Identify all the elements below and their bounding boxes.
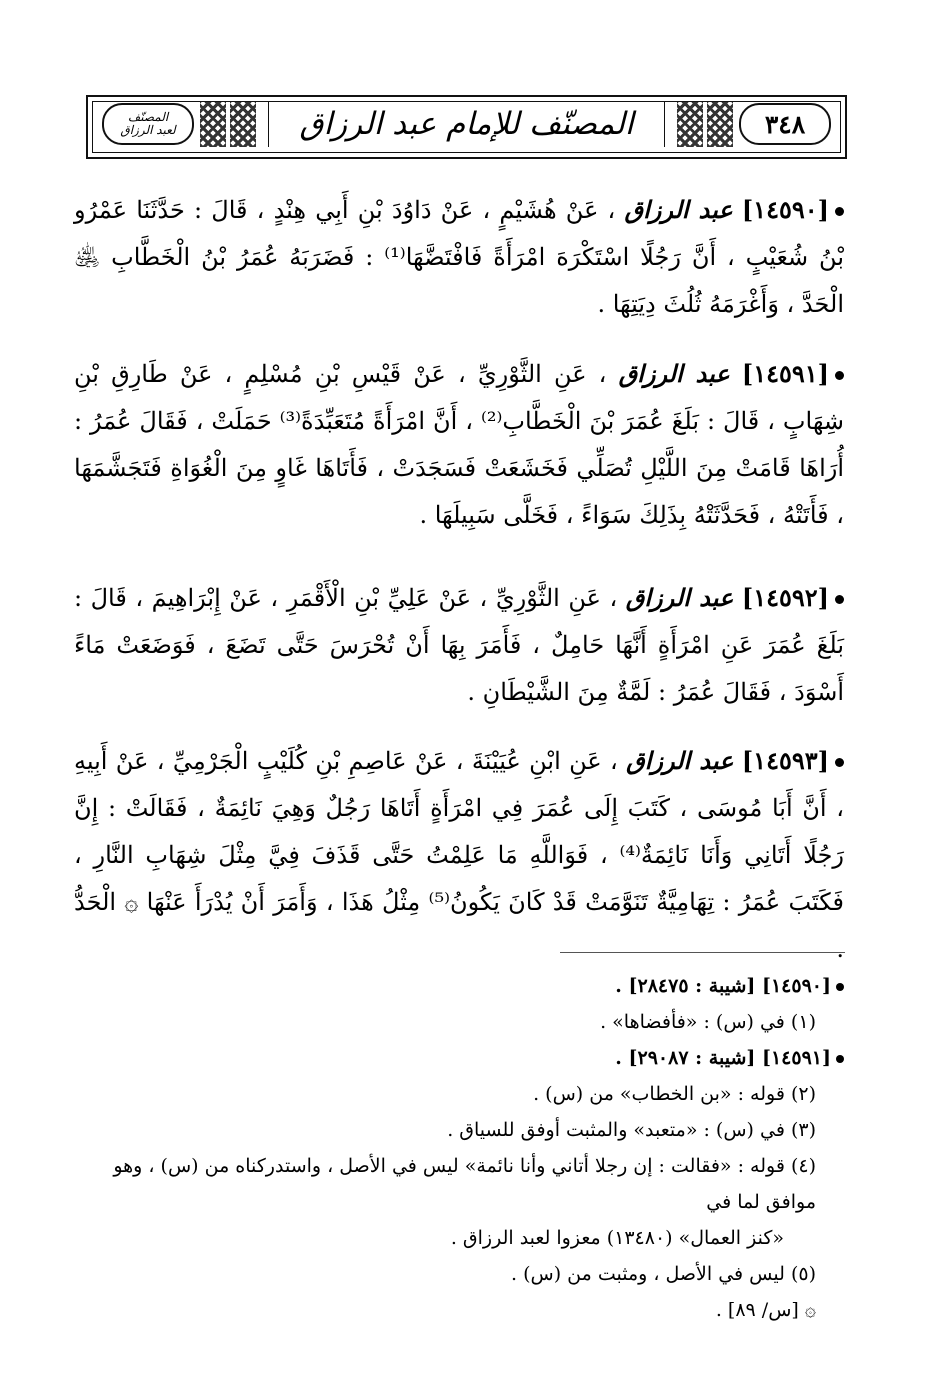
- footnote-text: (٥) ليس في الأصل ، ومثبت من (س) .: [511, 1263, 816, 1285]
- footnote-text: «كنز العمال» (١٣٤٨٠) معزوا لعبد الرزاق .: [450, 1227, 784, 1249]
- hadith-text: ، عَنِ ابْنِ عُيَيْنَةَ ، عَنْ عَاصِمِ بْنِ كُلَيْبٍ الْجَرْمِيِّ ، عَنْ أَبِيهِ ، أَنَّ أَبَا مُوسَى ، كَتَبَ إِلَى عُمَرَ فِي امْرَأَةٍ أَتَاهَا رَجُلٌ وَهِيَ نَائِمَةٌ ، فَقَالَتْ : إِنَّ رَجُلًا أَتَانِي وَأَنَا نَائِمَةٌ⁽⁴⁾ ، فَوَاللَّهِ مَا عَلِمْتُ حَتَّى قَذَفَ فِيَّ مِثْلَ شِهَابِ النَّارِ ، فَكَتَبَ عُمَرُ : تِهَامِيَّةٌ تَنَوَّمَتْ قَدْ كَانَ يَكُونُ⁽⁵⁾ مِثْلُ هَذَا ، وَأَمَرَ أَنْ يُدْرَأَ عَنْهَا ۞ الْحَدُّ .: [74, 747, 844, 963]
- footnote-text: (٣) في (س) : «متعبد» والمثبت أوفق للسياق .: [447, 1119, 816, 1141]
- hadith-entry: [74, 574, 844, 716]
- footnote: [74, 1112, 844, 1148]
- ornament-icon: [677, 101, 703, 147]
- footnote-continuation: [74, 1220, 844, 1256]
- bullet-icon: [835, 207, 844, 216]
- hadith-entry: [74, 186, 844, 328]
- ornament-icon: [200, 101, 226, 147]
- footnote-text: (١) في (س) : «فأفضاها» .: [600, 1011, 816, 1033]
- ornament-icon: [230, 101, 256, 147]
- footnote-text: ۞ [س/ ٨٩] .: [715, 1299, 816, 1321]
- hadith-text: ، عَنِ الثَّوْرِيِّ ، عَنْ قَيْسِ بْنِ مُسْلِمٍ ، عَنْ طَارِقِ بْنِ شِهَابٍ ، قَالَ : بَلَغَ عُمَرَ بْنَ الْخَطَّابِ⁽²⁾ ، أَنَّ امْرَأَةً مُتَعَبِّدَةً⁽³⁾ حَمَلَتْ ، فَقَالَ عُمَرُ : أُرَاهَا قَامَتْ مِنَ اللَّيْلِ تُصَلِّي فَخَشَعَتْ فَسَجَدَتْ ، فَأَتَاهَا غَاوٍ مِنَ الْغُوَاةِ فَتَجَشَّمَهَا ، فَأَتَتْهُ ، فَحَدَّثَتْهُ بِذَلِكَ سَوَاءً ، فَخَلَّى سَبِيلَهَا .: [74, 360, 844, 529]
- footnote: [74, 1004, 844, 1040]
- ornament-icon: [707, 101, 733, 147]
- page-header: [86, 95, 847, 159]
- footnote: [74, 1148, 844, 1220]
- book-logo: [102, 103, 194, 145]
- hadith-number: [١٤٥٩١]: [741, 359, 829, 388]
- hadith-text: ، عَنْ هُشَيْمٍ ، عَنْ دَاوُدَ بْنِ أَبِي هِنْدٍ ، قَالَ : حَدَّثَنَا عَمْرُو بْنُ شُعَيْبٍ ، أَنَّ رَجُلًا اسْتَكْرَهَ امْرَأَةً فَافْتَضَّهَا⁽¹⁾ : فَضَرَبَهُ عُمَرُ بْنُ الْخَطَّابِ ﵁ الْحَدَّ ، وَأَغْرَمَهُ ثُلُثَ دِيَتِهَا .: [74, 196, 845, 318]
- bullet-icon: [835, 595, 844, 604]
- footnote-divider: [560, 952, 845, 953]
- footnote-text: [١٤٥٩٠] [شيبة : ٢٨٤٧٥] .: [615, 975, 831, 997]
- footnote: [74, 1076, 844, 1112]
- logo-line: لعبد الرزاق: [120, 123, 176, 137]
- footnote-text: (٢) قوله : «بن الخطاب» من (س) .: [533, 1083, 816, 1105]
- hadith-number: [١٤٥٩٠]: [741, 195, 829, 224]
- hadith-number: [١٤٥٩٣]: [741, 746, 829, 775]
- logo-line: المصنّف: [127, 110, 169, 124]
- footnote-text: [١٤٥٩١] [شيبة : ٢٩٠٨٧] .: [615, 1047, 831, 1069]
- hadith-author: عبد الرزاق: [625, 583, 734, 612]
- source-reference: [74, 968, 844, 1004]
- running-title: المصنّف للإمام عبد الرزاق: [268, 101, 665, 147]
- hadith-text: ، عَنِ الثَّوْرِيِّ ، عَنْ عَلِيِّ بْنِ الْأَقْمَرِ ، عَنْ إِبْرَاهِيمَ ، قَالَ : بَلَغَ عُمَرَ عَنِ امْرَأَةٍ أَنَّهَا حَامِلٌ ، فَأَمَرَ بِهَا أَنْ تُحْرَسَ حَتَّى تَضَعَ ، فَوَضَعَتْ مَاءً أَسْوَدَ ، فَقَالَ عُمَرُ : لَمَّةٌ مِنَ الشَّيْطَانِ .: [74, 584, 844, 706]
- page-number: ٣٤٨: [764, 109, 806, 139]
- footnotes: [74, 968, 844, 1328]
- bullet-icon: [836, 1055, 844, 1063]
- hadith-entry: [74, 737, 844, 973]
- hadith-author: عبد الرزاق: [618, 359, 730, 388]
- bullet-icon: [836, 983, 844, 991]
- bullet-icon: [835, 371, 844, 380]
- hadith-number: [١٤٥٩٢]: [741, 583, 829, 612]
- page-number-box: [739, 103, 831, 145]
- hadith-entry: [74, 350, 844, 539]
- source-reference: [74, 1040, 844, 1076]
- hadith-author: عبد الرزاق: [626, 746, 734, 775]
- folio-marker: [74, 1292, 844, 1328]
- footnote-text: (٤) قوله : «فقالت : إن رجلا أتاني وأنا نائمة» ليس في الأصل ، واستدركناه من (س) ، وهو موافق لما في: [113, 1155, 816, 1213]
- hadith-author: عبد الرزاق: [624, 195, 733, 224]
- footnote: [74, 1256, 844, 1292]
- bullet-icon: [835, 758, 844, 767]
